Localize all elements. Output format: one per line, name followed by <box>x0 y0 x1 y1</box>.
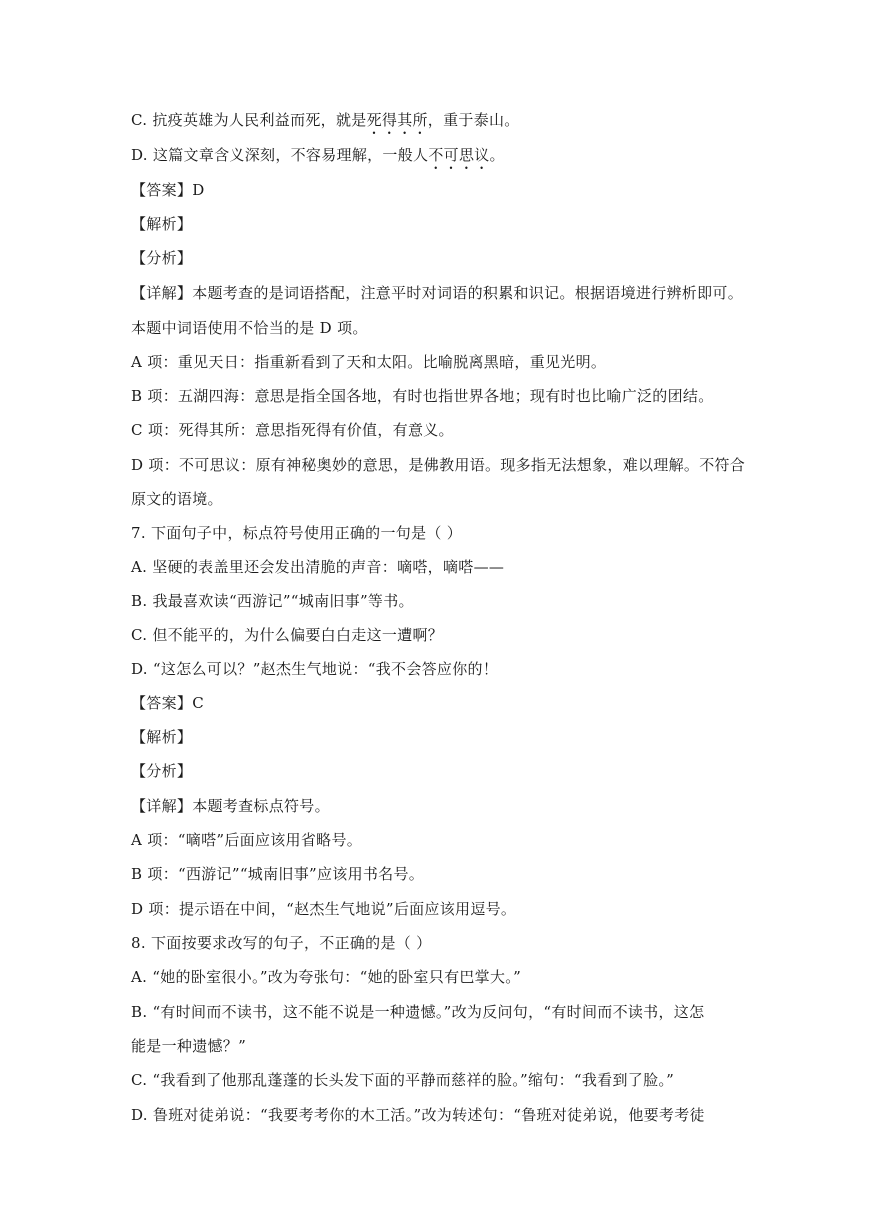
q7-option-b: B. 我最喜欢读“西游记”“城南旧事”等书。 <box>131 592 414 610</box>
q8-stem: 8. 下面按要求改写的句子，不正确的是（ ） <box>131 934 432 952</box>
q6-fenxi-heading: 【分析】 <box>131 249 193 267</box>
q6-jiexi-heading: 【解析】 <box>131 215 193 233</box>
q6-detail-item-a: A 项：重见天日：指重新看到了天和太阳。比喻脱离黑暗，重见光明。 <box>131 353 607 371</box>
q7-option-a: A. 坚硬的表盖里还会发出清脆的声音：嘀嗒，嘀嗒—— <box>131 558 505 576</box>
q6-option-c-text-before: C. 抗疫英雄为人民利益而死，就是 <box>131 111 367 129</box>
q6-detail-item-b: B 项：五湖四海：意思是指全国各地，有时也指世界各地；现有时也比喻广泛的团结。 <box>131 387 714 405</box>
q6-detail-item-d-line-1: D 项：不可思议：原有神秘奥妙的意思，是佛教用语。现多指无法想象，难以理解。不符合 <box>131 456 746 474</box>
q6-detail-item-d-line-2: 原文的语境。 <box>131 490 223 508</box>
q6-option-d-emphasized-idiom: 不可思议 <box>428 146 490 164</box>
q8-option-b-line-2: 能是一种遗憾？” <box>131 1037 247 1055</box>
q6-detail-line-1: 【详解】本题考查的是词语搭配，注意平时对词语的积累和识记。根据语境进行辨析即可。 <box>131 284 744 302</box>
q7-stem: 7. 下面句子中，标点符号使用正确的一句是（ ） <box>131 524 463 542</box>
q7-detail-item-d: D 项：提示语在中间，“赵杰生气地说”后面应该用逗号。 <box>131 900 517 918</box>
q8-option-a: A. “她的卧室很小。”改为夸张句：“她的卧室只有巴掌大。” <box>131 968 522 986</box>
q8-option-d: D. 鲁班对徒弟说：“我要考考你的木工活。”改为转述句：“鲁班对徒弟说，他要考考徒 <box>131 1106 705 1124</box>
q6-detail-item-c: C 项：死得其所：意思指死得有价值，有意义。 <box>131 421 454 439</box>
q7-detail-item-b: B 项：“西游记”“城南旧事”应该用书名号。 <box>131 865 425 883</box>
q8-option-c: C. “我看到了他那乱蓬蓬的长头发下面的平静而慈祥的脸。”缩句：“我看到了脸。” <box>131 1071 675 1089</box>
q7-option-d: D. “这怎么可以？”赵杰生气地说：“我不会答应你的！ <box>131 660 499 678</box>
q6-option-d <box>131 145 749 173</box>
q8-option-b-line-1: B. “有时间而不读书，这不能不说是一种遗憾。”改为反问句，“有时间而不读书，这怎 <box>131 1003 705 1021</box>
q6-detail-line-2: 本题中词语使用不恰当的是 D 项。 <box>131 319 368 337</box>
q7-jiexi-heading: 【解析】 <box>131 728 193 746</box>
q6-option-c-text-after: ，重于泰山。 <box>427 111 520 129</box>
q6-option-d-text-before: D. 这篇文章含义深刻，不容易理解，一般人 <box>131 146 429 164</box>
q7-detail-line-1: 【详解】本题考查标点符号。 <box>131 797 330 815</box>
q7-answer: 【答案】C <box>131 694 204 712</box>
q7-option-c: C. 但不能平的，为什么偏要白白走这一遭啊？ <box>131 626 444 644</box>
q6-option-c <box>131 110 749 138</box>
q6-option-c-emphasized-idiom: 死得其所 <box>366 111 428 129</box>
q6-option-d-text-after: 。 <box>489 146 505 164</box>
q7-fenxi-heading: 【分析】 <box>131 762 193 780</box>
q7-detail-item-a: A 项：“嘀嗒”后面应该用省略号。 <box>131 831 363 849</box>
q6-answer: 【答案】D <box>131 181 205 199</box>
